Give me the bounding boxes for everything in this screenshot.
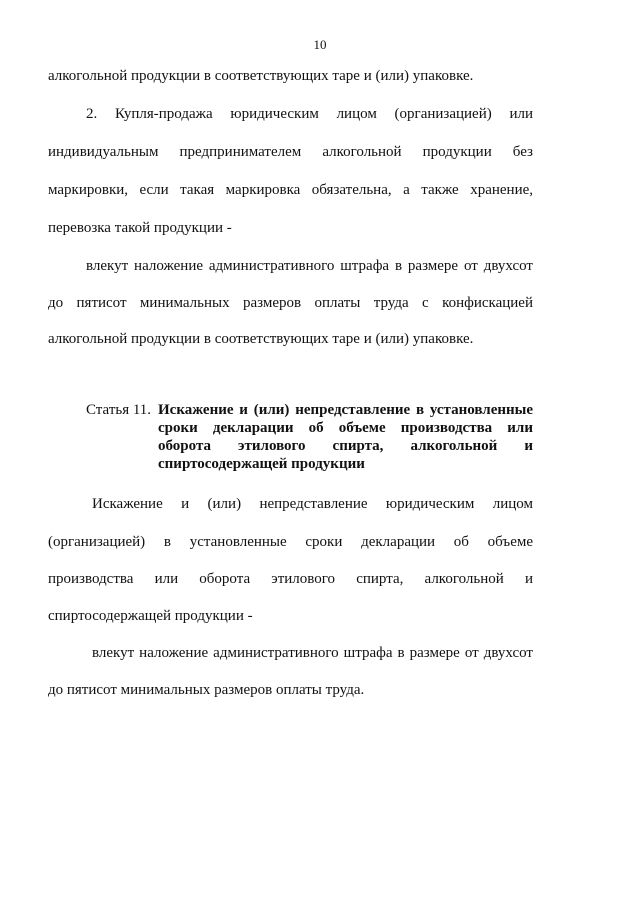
paragraph-first-line: Искажение и (или) непредставление юридическим лицом: [92, 496, 533, 512]
article-title-line: Искажение и (или) непредставление в установленные: [158, 402, 533, 418]
paragraph-line: индивидуальным предпринимателем алкогольной продукции без: [48, 144, 533, 160]
paragraph-first-line: 2. Купля-продажа юридическим лицом (организацией) или: [86, 106, 533, 122]
article-title-line: оборота этилового спирта, алкогольной и: [158, 438, 533, 454]
paragraph-line: спиртосодержащей продукции -: [48, 608, 253, 624]
page-number: 10: [313, 37, 327, 52]
paragraph-line: маркировки, если такая маркировка обязательна, а также хранение,: [48, 182, 533, 198]
penalty-first-line: влекут наложение административного штрафа в размере от двухсот: [92, 645, 533, 661]
article-title-line: спиртосодержащей продукции: [158, 456, 365, 472]
paragraph-line: (организацией) в установленные сроки декларации об объеме: [48, 534, 533, 550]
penalty-first-line: влекут наложение административного штрафа в размере от двухсот: [86, 258, 533, 274]
penalty-line: до пятисот минимальных размеров оплаты труда.: [48, 682, 365, 698]
penalty-line: до пятисот минимальных размеров оплаты труда с конфискацией: [48, 295, 533, 311]
paragraph-line: производства или оборота этилового спирта, алкогольной и: [48, 571, 533, 587]
article-title-line: сроки декларации об объеме производства или: [158, 420, 533, 436]
paragraph-line: перевозка такой продукции -: [48, 220, 232, 236]
article-label: Статья 11.: [86, 402, 152, 418]
penalty-line: алкогольной продукции в соответствующих таре и (или) упаковке.: [48, 331, 474, 347]
paragraph-line: алкогольной продукции в соответствующих таре и (или) упаковке.: [48, 68, 474, 84]
